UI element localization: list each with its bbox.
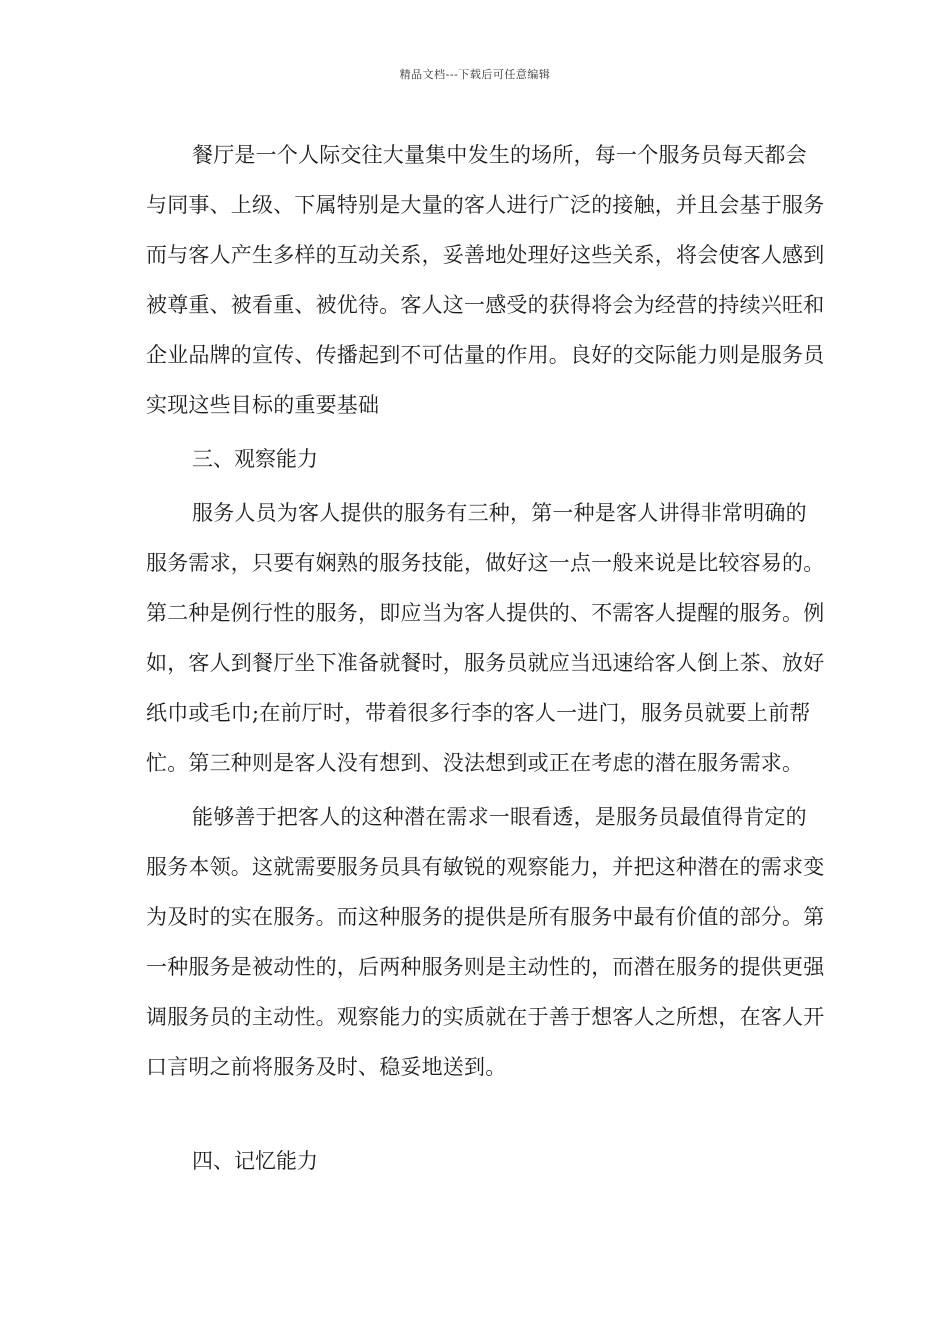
section-heading-observation: 三、观察能力 bbox=[192, 447, 318, 471]
paragraph-social-skills: 餐厅是一个人际交往大量集中发生的场所，每一个服务员每天都会与同事、上级、下属特别是大量的客人进行广泛的接触，并且会基于服务而与客人产生多样的互动关系，妥善地处理好这些关系，将会使客人感到被尊重、被看重、被优待。客人这一感受的获得将会为经营的持续兴旺和企业品牌的宣传、传播起到不可估量的作用。良好的交际能力则是服务员实现这些目标的重要基础 bbox=[146, 143, 825, 417]
section-heading-memory: 四、记忆能力 bbox=[192, 1149, 318, 1173]
paragraph-three-service-types: 服务人员为客人提供的服务有三种，第一种是客人讲得非常明确的服务需求，只要有娴熟的服务技能，做好这一点一般来说是比较容易的。第二种是例行性的服务，即应当为客人提供的、不需客人提醒的服务。例如，客人到餐厅坐下准备就餐时，服务员就应当迅速给客人倒上茶、放好纸巾或毛巾;在前厅时，带着很多行李的客人一进门，服务员就要上前帮忙。第三种则是客人没有想到、没法想到或正在考虑的潜在服务需求。 bbox=[146, 501, 825, 775]
spacer bbox=[146, 1092, 826, 1136]
document-body bbox=[146, 130, 826, 1186]
page-header: 精品文档---下载后可任意编辑 bbox=[399, 68, 551, 81]
paragraph-latent-needs: 能够善于把客人的这种潜在需求一眼看透，是服务员最值得肯定的服务本领。这就需要服务员具有敏锐的观察能力，并把这种潜在的需求变为及时的实在服务。而这种服务的提供是所有服务中最有价值的部分。第一种服务是被动性的，后两种服务则是主动性的，而潜在服务的提供更强调服务员的主动性。观察能力的实质就在于善于想客人之所想，在客人开口言明之前将服务及时、稳妥地送到。 bbox=[146, 805, 825, 1079]
